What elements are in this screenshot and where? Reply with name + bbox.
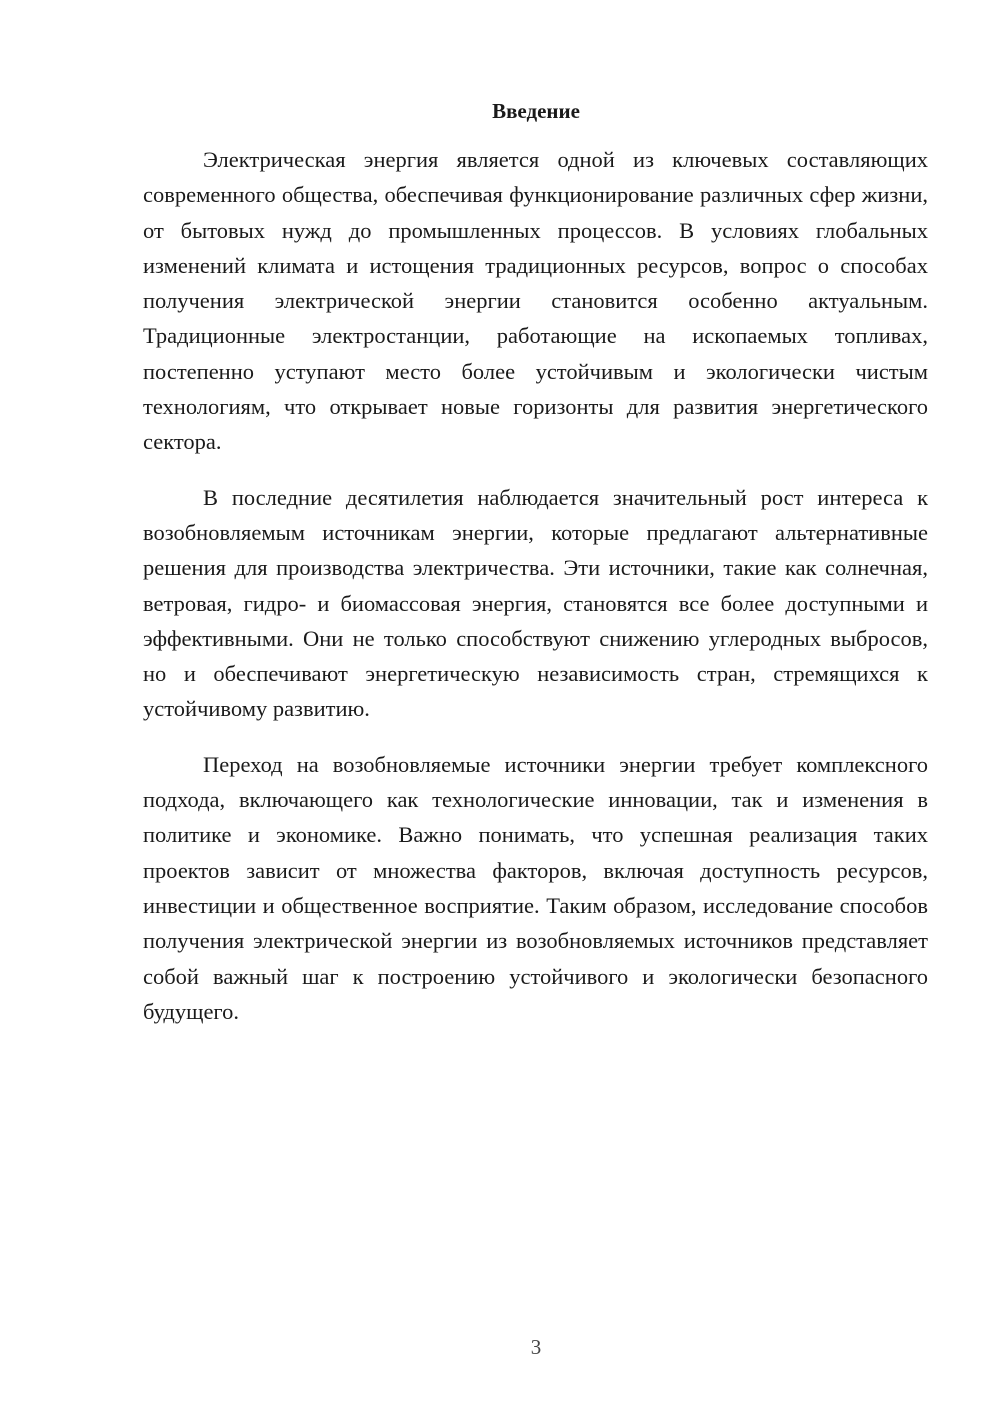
paragraph: Электрическая энергия является одной из ключевых составляющих современного общества, обеспечивая функционирование различных сфер жизни, от бытовых нужд до промышленных процессов. В условиях глобальных изменений климата и истощения традиционных ресурсов, вопрос о способах получения электрической энергии становится особенно актуальным. Традиционные электростанции, работающие на ископаемых топливах, постепенно уступают место более устойчивым и экологически чистым технологиям, что открывает новые горизонты для развития энергетического сектора. (143, 147, 928, 455)
paragraph: Переход на возобновляемые источники энергии требует комплексного подхода, включающего как технологические инновации, так и изменения в политике и экономике. Важно понимать, что успешная реализация таких проектов зависит от множества факторов, включая доступность ресурсов, инвестиции и общественное восприятие. Таким образом, исследование способов получения электрической энергии из возобновляемых источников представляет собой важный шаг к построению устойчивого и экологически безопасного будущего. (143, 751, 928, 1024)
page-number: 3 (530, 1335, 542, 1359)
page-title: Введение (492, 99, 580, 123)
body-text (143, 142, 928, 1049)
paragraph: В последние десятилетия наблюдается значительный рост интереса к возобновляемым источникам энергии, которые предлагают альтернативные решения для производства электричества. Эти источники, такие как солнечная, ветровая, гидро- и биомассовая энергия, становятся все более доступными и эффективными. Они не только способствуют снижению углеродных выбросов, но и обеспечивают энергетическую независимость стран, стремящихся к устойчивому развитию. (143, 484, 928, 722)
